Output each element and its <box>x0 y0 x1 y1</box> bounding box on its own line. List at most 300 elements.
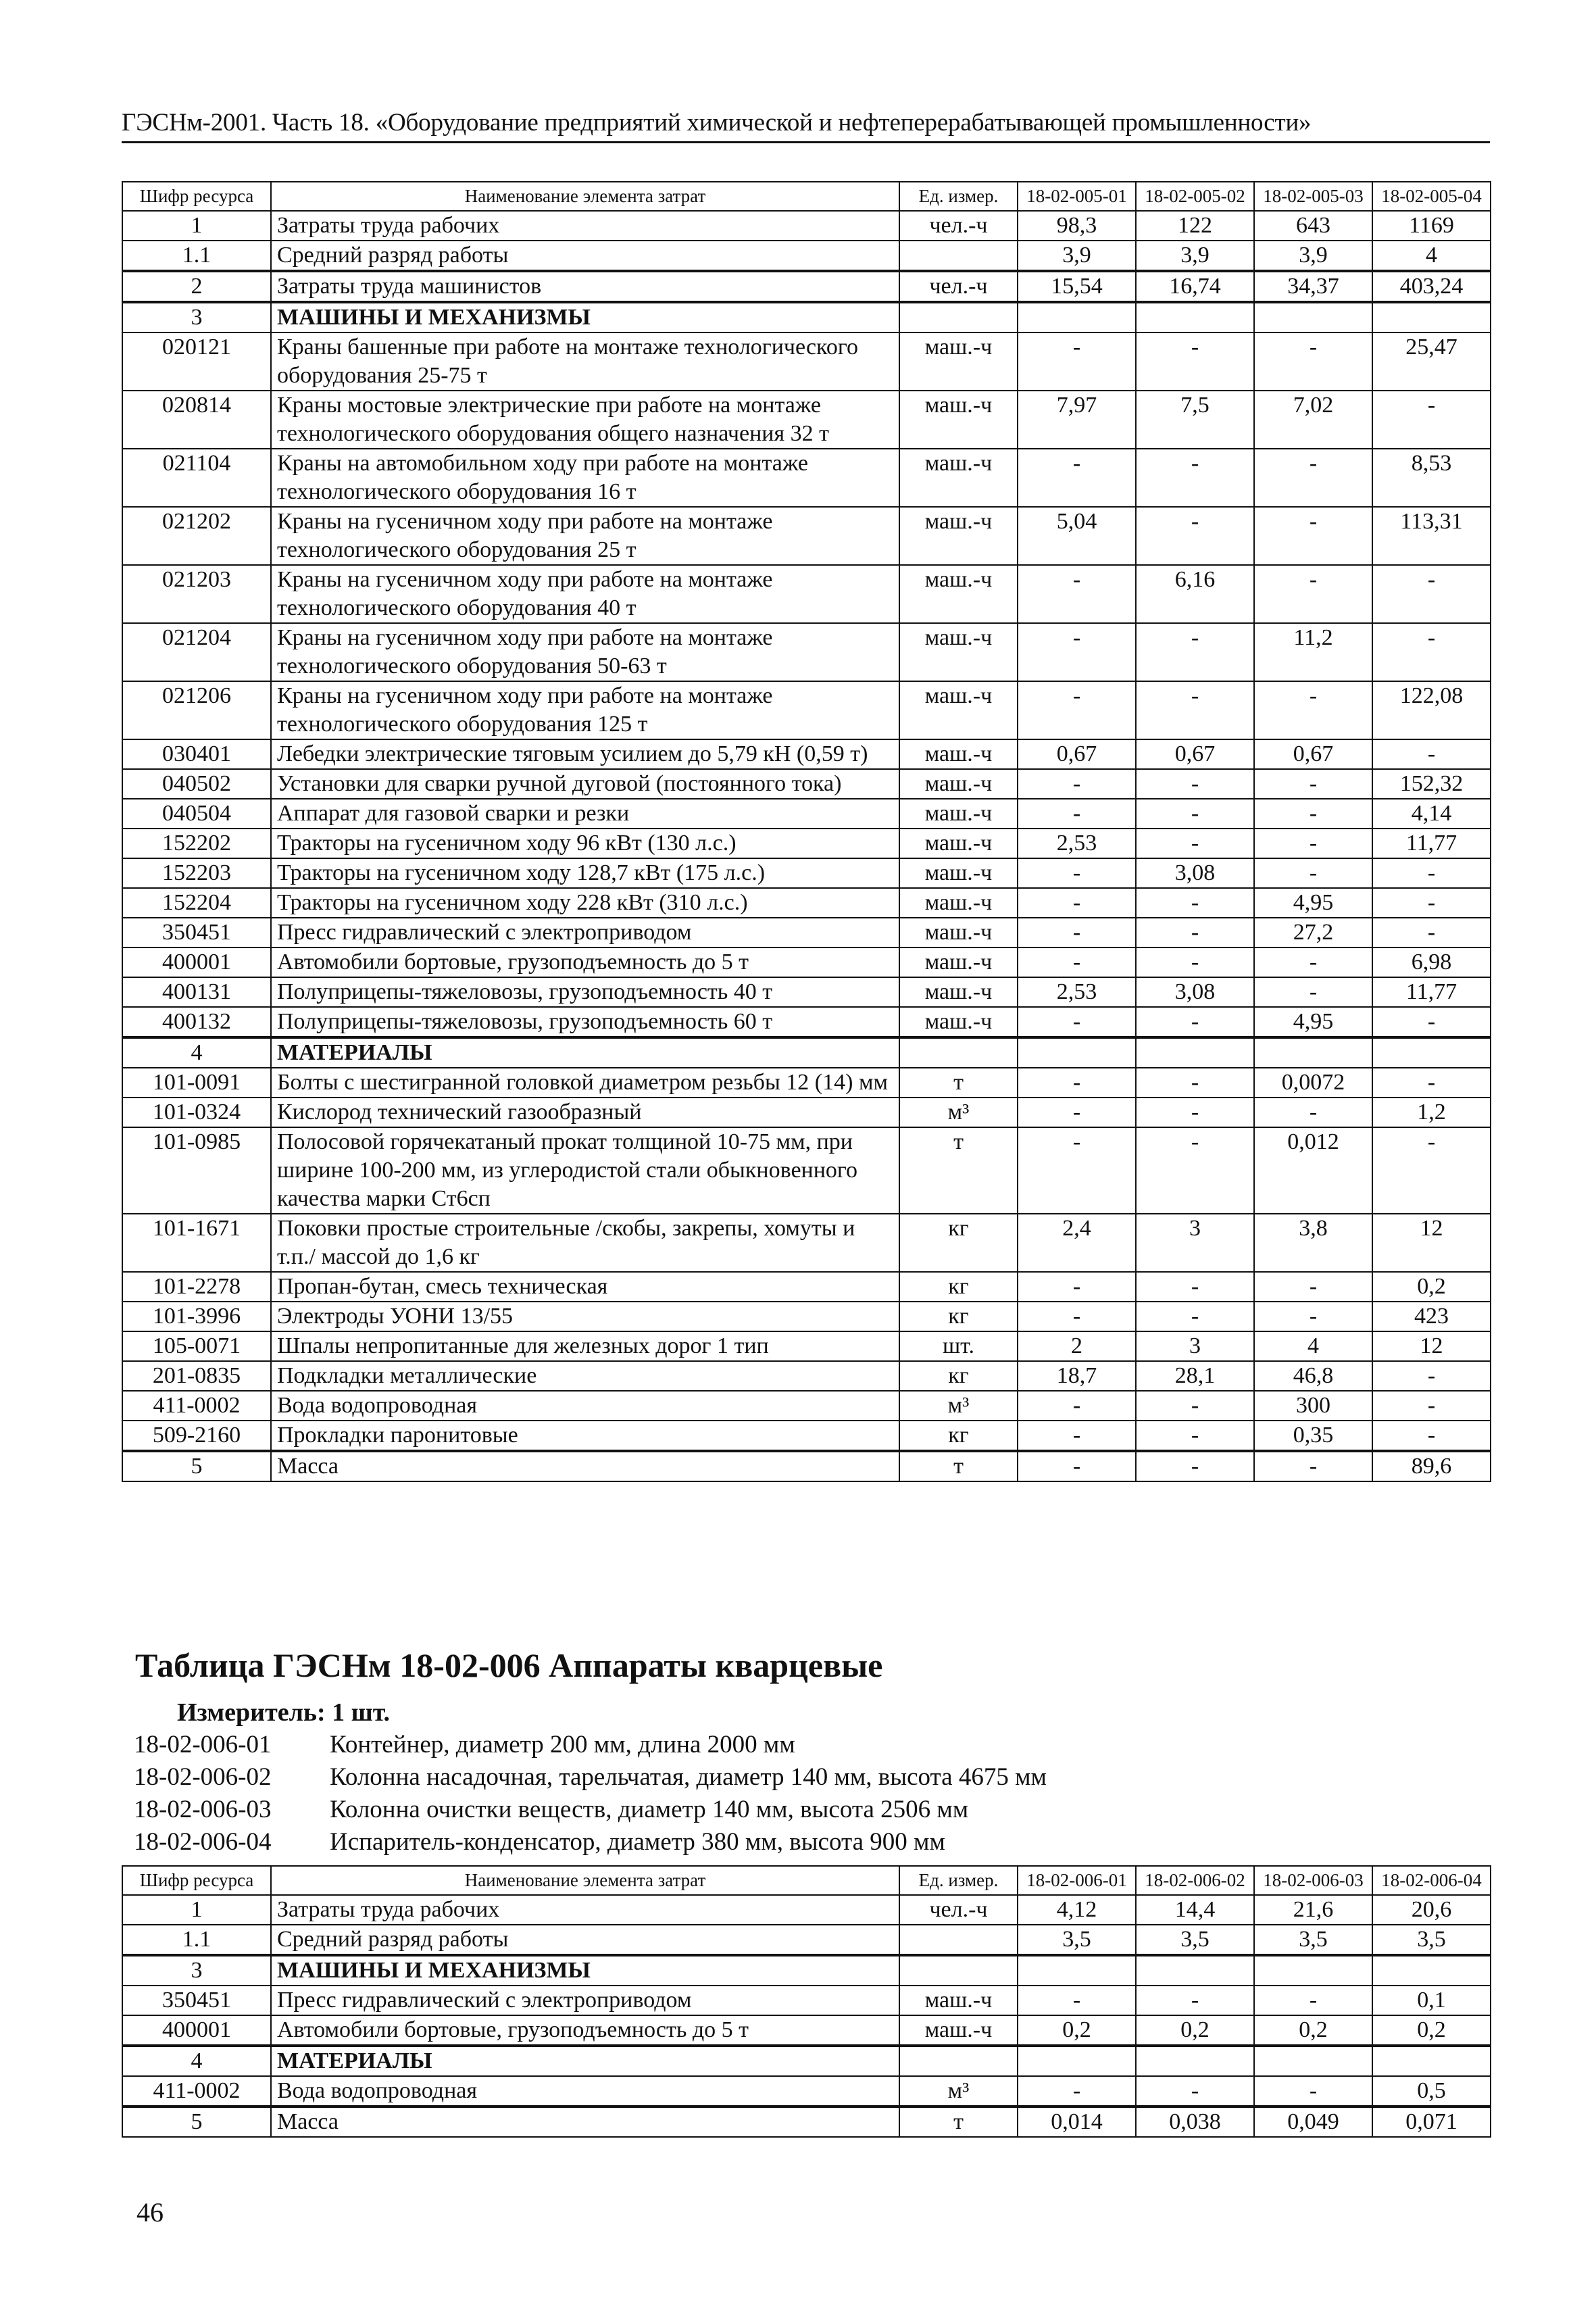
resource-code-cell: 101-0091 <box>122 1068 271 1098</box>
value-cell: - <box>1018 1986 1136 2015</box>
value-cell: 3 <box>1136 1214 1254 1272</box>
unit-cell: м³ <box>899 1098 1018 1127</box>
resource-code-cell: 1.1 <box>122 241 271 271</box>
table-row <box>122 1361 1491 1391</box>
value-cell: 11,2 <box>1254 623 1372 681</box>
resource-code-cell: 021202 <box>122 507 271 565</box>
value-cell: - <box>1136 829 1254 858</box>
resource-code-cell: 400132 <box>122 1007 271 1037</box>
resource-table-18-02-006 <box>122 1865 1491 2138</box>
col-header-variant: 18-02-005-01 <box>1018 182 1136 211</box>
table-row <box>122 1302 1491 1331</box>
value-cell: 34,37 <box>1254 271 1372 302</box>
unit-cell: маш.-ч <box>899 947 1018 977</box>
resource-name-cell: Краны на автомобильном ходу при работе на монтаже технологического оборудования 16 т <box>271 449 899 507</box>
variant-description <box>134 1761 1047 1794</box>
value-cell: 0,2 <box>1018 2015 1136 2046</box>
unit-cell: маш.-ч <box>899 739 1018 769</box>
resource-table-18-02-005 <box>122 181 1491 1482</box>
table-row <box>122 391 1491 449</box>
unit-cell: чел.-ч <box>899 271 1018 302</box>
unit-cell: м³ <box>899 2076 1018 2107</box>
value-cell: - <box>1136 1127 1254 1214</box>
resource-code-cell: 021206 <box>122 681 271 739</box>
value-cell: 0,014 <box>1018 2107 1136 2137</box>
value-cell: 0,5 <box>1372 2076 1491 2107</box>
value-cell: 4,12 <box>1018 1895 1136 1925</box>
page-header: ГЭСНм-2001. Часть 18. «Оборудование предприятий химической и нефтеперерабатывающей промышленности» <box>122 108 1490 143</box>
resource-name-cell: Пресс гидравлический с электроприводом <box>271 1986 899 2015</box>
resource-name-cell: Автомобили бортовые, грузоподъемность до 5 т <box>271 947 899 977</box>
value-cell: 20,6 <box>1372 1895 1491 1925</box>
table-row <box>122 918 1491 947</box>
value-cell: - <box>1372 1421 1491 1451</box>
value-cell: - <box>1136 799 1254 829</box>
variant-description <box>134 1729 1047 1761</box>
value-cell: 46,8 <box>1254 1361 1372 1391</box>
value-cell: - <box>1136 947 1254 977</box>
value-cell: 0,1 <box>1372 1986 1491 2015</box>
resource-name-cell: Полуприцепы-тяжеловозы, грузоподъемность 40 т <box>271 977 899 1007</box>
value-cell: 3,5 <box>1136 1925 1254 1955</box>
table-row <box>122 1391 1491 1421</box>
resource-code-cell: 2 <box>122 271 271 302</box>
table-row <box>122 858 1491 888</box>
value-cell: 152,32 <box>1372 769 1491 799</box>
value-cell: - <box>1018 1302 1136 1331</box>
unit-cell: кг <box>899 1361 1018 1391</box>
value-cell <box>1254 302 1372 333</box>
unit-cell: шт. <box>899 1331 1018 1361</box>
value-cell: 0,67 <box>1136 739 1254 769</box>
table-row <box>122 1925 1491 1955</box>
value-cell: - <box>1136 2076 1254 2107</box>
value-cell: - <box>1254 1272 1372 1302</box>
value-cell: - <box>1136 888 1254 918</box>
value-cell <box>1254 1037 1372 1068</box>
resource-code-cell: 101-2278 <box>122 1272 271 1302</box>
value-cell: - <box>1372 565 1491 623</box>
unit-cell: кг <box>899 1214 1018 1272</box>
value-cell: - <box>1136 1986 1254 2015</box>
resource-code-cell: 5 <box>122 1451 271 1481</box>
variant-text: Колонна очистки веществ, диаметр 140 мм, высота 2506 мм <box>330 1796 969 1823</box>
value-cell: - <box>1372 918 1491 947</box>
value-cell <box>1136 1037 1254 1068</box>
value-cell <box>1136 302 1254 333</box>
resource-name-cell: Кислород технический газообразный <box>271 1098 899 1127</box>
value-cell: 7,97 <box>1018 391 1136 449</box>
col-header-unit: Ед. измер. <box>899 182 1018 211</box>
value-cell: - <box>1254 449 1372 507</box>
resource-name-cell: МАШИНЫ И МЕХАНИЗМЫ <box>271 302 899 333</box>
resource-code-cell: 1 <box>122 1895 271 1925</box>
resource-name-cell: Краны на гусеничном ходу при работе на монтаже технологического оборудования 50-63 т <box>271 623 899 681</box>
value-cell: - <box>1018 333 1136 391</box>
value-cell: 2,4 <box>1018 1214 1136 1272</box>
value-cell: - <box>1372 623 1491 681</box>
table-row <box>122 333 1491 391</box>
resource-name-cell: Лебедки электрические тяговым усилием до 5,79 кН (0,59 т) <box>271 739 899 769</box>
value-cell: 3,9 <box>1136 241 1254 271</box>
resource-code-cell: 152204 <box>122 888 271 918</box>
value-cell: - <box>1018 918 1136 947</box>
unit-cell: маш.-ч <box>899 977 1018 1007</box>
value-cell: 4,14 <box>1372 799 1491 829</box>
table-row <box>122 1037 1491 1068</box>
value-cell: 11,77 <box>1372 977 1491 1007</box>
resource-code-cell: 4 <box>122 2046 271 2076</box>
unit-cell: кг <box>899 1272 1018 1302</box>
unit-cell: маш.-ч <box>899 829 1018 858</box>
value-cell <box>1018 302 1136 333</box>
value-cell <box>1018 1955 1136 1986</box>
table-row <box>122 241 1491 271</box>
resource-code-cell: 020121 <box>122 333 271 391</box>
value-cell: - <box>1372 739 1491 769</box>
resource-code-cell: 411-0002 <box>122 1391 271 1421</box>
value-cell: - <box>1254 1451 1372 1481</box>
unit-cell <box>899 241 1018 271</box>
unit-cell: т <box>899 1127 1018 1214</box>
table-row <box>122 1068 1491 1098</box>
resource-code-cell: 152202 <box>122 829 271 858</box>
value-cell: 18,7 <box>1018 1361 1136 1391</box>
resource-name-cell: Шпалы непропитанные для железных дорог 1 тип <box>271 1331 899 1361</box>
value-cell: 21,6 <box>1254 1895 1372 1925</box>
resource-code-cell: 350451 <box>122 918 271 947</box>
table-row <box>122 449 1491 507</box>
value-cell: 98,3 <box>1018 211 1136 241</box>
value-cell: 5,04 <box>1018 507 1136 565</box>
resource-name-cell: Прокладки паронитовые <box>271 1421 899 1451</box>
value-cell: 2,53 <box>1018 977 1136 1007</box>
unit-cell <box>899 1925 1018 1955</box>
value-cell: - <box>1018 1098 1136 1127</box>
value-cell: 0,0072 <box>1254 1068 1372 1098</box>
unit-cell <box>899 302 1018 333</box>
table-row <box>122 2076 1491 2107</box>
value-cell: - <box>1254 977 1372 1007</box>
resource-name-cell: Полосовой горячекатаный прокат толщиной 10-75 мм, при ширине 100-200 мм, из углеродистой стали обыкновенного качества марки Ст6сп <box>271 1127 899 1214</box>
value-cell: 8,53 <box>1372 449 1491 507</box>
value-cell: 15,54 <box>1018 271 1136 302</box>
value-cell: 3,9 <box>1018 241 1136 271</box>
value-cell: - <box>1254 2076 1372 2107</box>
unit-cell: м³ <box>899 1391 1018 1421</box>
value-cell: 0,2 <box>1372 2015 1491 2046</box>
value-cell: 4,95 <box>1254 1007 1372 1037</box>
value-cell: 16,74 <box>1136 271 1254 302</box>
unit-cell: т <box>899 2107 1018 2137</box>
table-row <box>122 211 1491 241</box>
col-header-code: Шифр ресурса <box>122 182 271 211</box>
unit-cell: маш.-ч <box>899 2015 1018 2046</box>
unit-cell: чел.-ч <box>899 1895 1018 1925</box>
value-cell: - <box>1372 888 1491 918</box>
variant-descriptions <box>134 1729 1047 1858</box>
value-cell: - <box>1136 1272 1254 1302</box>
value-cell <box>1254 1955 1372 1986</box>
table-row <box>122 1214 1491 1272</box>
col-header-variant: 18-02-006-02 <box>1136 1866 1254 1895</box>
value-cell: - <box>1018 769 1136 799</box>
unit-cell: маш.-ч <box>899 507 1018 565</box>
table-meter: Измеритель: 1 шт. <box>177 1698 391 1727</box>
resource-name-cell: МАТЕРИАЛЫ <box>271 2046 899 2076</box>
resource-name-cell: Краны на гусеничном ходу при работе на монтаже технологического оборудования 125 т <box>271 681 899 739</box>
value-cell: 3,08 <box>1136 977 1254 1007</box>
col-header-variant: 18-02-005-04 <box>1372 182 1491 211</box>
resource-name-cell: Болты с шестигранной головкой диаметром резьбы 12 (14) мм <box>271 1068 899 1098</box>
value-cell: - <box>1254 799 1372 829</box>
page-number: 46 <box>136 2197 164 2227</box>
table-row <box>122 302 1491 333</box>
table-row <box>122 739 1491 769</box>
value-cell: - <box>1018 1127 1136 1214</box>
resource-code-cell: 509-2160 <box>122 1421 271 1451</box>
value-cell: 1,2 <box>1372 1098 1491 1127</box>
value-cell <box>1254 2046 1372 2076</box>
value-cell: - <box>1254 565 1372 623</box>
unit-cell <box>899 1955 1018 1986</box>
value-cell: - <box>1254 769 1372 799</box>
resource-name-cell: Поковки простые строительные /скобы, закрепы, хомуты и т.п./ массой до 1,6 кг <box>271 1214 899 1272</box>
unit-cell: т <box>899 1451 1018 1481</box>
value-cell: - <box>1136 1098 1254 1127</box>
value-cell: - <box>1254 681 1372 739</box>
value-cell: - <box>1018 2076 1136 2107</box>
variant-text: Испаритель-конденсатор, диаметр 380 мм, высота 900 мм <box>330 1828 945 1856</box>
value-cell: 0,67 <box>1254 739 1372 769</box>
value-cell: - <box>1372 391 1491 449</box>
value-cell: 3,08 <box>1136 858 1254 888</box>
resource-code-cell: 350451 <box>122 1986 271 2015</box>
value-cell: - <box>1018 799 1136 829</box>
value-cell: 25,47 <box>1372 333 1491 391</box>
resource-name-cell: МАТЕРИАЛЫ <box>271 1037 899 1068</box>
unit-cell: маш.-ч <box>899 918 1018 947</box>
value-cell: 6,98 <box>1372 947 1491 977</box>
resource-code-cell: 021104 <box>122 449 271 507</box>
variant-description <box>134 1826 1047 1858</box>
value-cell: - <box>1254 333 1372 391</box>
value-cell: - <box>1254 1302 1372 1331</box>
value-cell <box>1136 1955 1254 1986</box>
resource-name-cell: Краны на гусеничном ходу при работе на монтаже технологического оборудования 25 т <box>271 507 899 565</box>
resource-name-cell: Тракторы на гусеничном ходу 128,7 кВт (175 л.с.) <box>271 858 899 888</box>
value-cell: 3 <box>1136 1331 1254 1361</box>
variant-description <box>134 1794 1047 1826</box>
table-title: Таблица ГЭСНм 18-02-006 Аппараты кварцевые <box>135 1646 883 1684</box>
resource-code-cell: 5 <box>122 2107 271 2137</box>
unit-cell: кг <box>899 1302 1018 1331</box>
value-cell: 89,6 <box>1372 1451 1491 1481</box>
value-cell: - <box>1136 1302 1254 1331</box>
value-cell: 3,8 <box>1254 1214 1372 1272</box>
unit-cell: маш.-ч <box>899 623 1018 681</box>
value-cell <box>1136 2046 1254 2076</box>
unit-cell: маш.-ч <box>899 391 1018 449</box>
resource-code-cell: 152203 <box>122 858 271 888</box>
value-cell: 643 <box>1254 211 1372 241</box>
value-cell: 0,012 <box>1254 1127 1372 1214</box>
value-cell: 0,67 <box>1018 739 1136 769</box>
resource-code-cell: 101-3996 <box>122 1302 271 1331</box>
unit-cell: маш.-ч <box>899 888 1018 918</box>
value-cell: - <box>1254 1986 1372 2015</box>
value-cell: - <box>1018 947 1136 977</box>
value-cell: 7,02 <box>1254 391 1372 449</box>
resource-name-cell: Аппарат для газовой сварки и резки <box>271 799 899 829</box>
value-cell: - <box>1136 1421 1254 1451</box>
resource-code-cell: 020814 <box>122 391 271 449</box>
value-cell: 4 <box>1254 1331 1372 1361</box>
table-row <box>122 769 1491 799</box>
resource-code-cell: 021204 <box>122 623 271 681</box>
value-cell: - <box>1018 888 1136 918</box>
resource-name-cell: Вода водопроводная <box>271 1391 899 1421</box>
resource-name-cell: Краны на гусеничном ходу при работе на монтаже технологического оборудования 40 т <box>271 565 899 623</box>
value-cell: 6,16 <box>1136 565 1254 623</box>
value-cell: 0,2 <box>1254 2015 1372 2046</box>
value-cell <box>1372 1955 1491 1986</box>
table-row <box>122 1098 1491 1127</box>
variant-code: 18-02-006-01 <box>134 1731 272 1758</box>
value-cell: - <box>1254 829 1372 858</box>
unit-cell: маш.-ч <box>899 858 1018 888</box>
resource-name-cell: Краны башенные при работе на монтаже технологического оборудования 25-75 т <box>271 333 899 391</box>
resource-name-cell: Автомобили бортовые, грузоподъемность до 5 т <box>271 2015 899 2046</box>
value-cell: 1169 <box>1372 211 1491 241</box>
resource-name-cell: Установки для сварки ручной дуговой (постоянного тока) <box>271 769 899 799</box>
value-cell: - <box>1018 565 1136 623</box>
value-cell: - <box>1136 1007 1254 1037</box>
value-cell <box>1372 2046 1491 2076</box>
table-row <box>122 1007 1491 1037</box>
unit-cell: т <box>899 1068 1018 1098</box>
unit-cell: маш.-ч <box>899 449 1018 507</box>
resource-code-cell: 101-1671 <box>122 1214 271 1272</box>
value-cell: 3,5 <box>1254 1925 1372 1955</box>
value-cell: 28,1 <box>1136 1361 1254 1391</box>
value-cell: - <box>1018 1068 1136 1098</box>
resource-name-cell: Средний разряд работы <box>271 1925 899 1955</box>
value-cell: - <box>1372 1068 1491 1098</box>
table-row <box>122 2046 1491 2076</box>
resource-code-cell: 105-0071 <box>122 1331 271 1361</box>
value-cell: - <box>1136 1391 1254 1421</box>
value-cell: - <box>1018 858 1136 888</box>
col-header-variant: 18-02-006-01 <box>1018 1866 1136 1895</box>
resource-name-cell: Подкладки металлические <box>271 1361 899 1391</box>
table-header-row <box>122 1866 1491 1895</box>
unit-cell <box>899 1037 1018 1068</box>
variant-text: Колонна насадочная, тарельчатая, диаметр 140 мм, высота 4675 мм <box>330 1763 1047 1791</box>
resource-code-cell: 3 <box>122 1955 271 1986</box>
resource-name-cell: МАШИНЫ И МЕХАНИЗМЫ <box>271 1955 899 1986</box>
value-cell: - <box>1018 449 1136 507</box>
value-cell: - <box>1136 623 1254 681</box>
unit-cell: маш.-ч <box>899 1986 1018 2015</box>
resource-name-cell: Электроды УОНИ 13/55 <box>271 1302 899 1331</box>
resource-name-cell: Затраты труда машинистов <box>271 271 899 302</box>
table-row <box>122 507 1491 565</box>
resource-name-cell: Затраты труда рабочих <box>271 1895 899 1925</box>
resource-code-cell: 040504 <box>122 799 271 829</box>
value-cell: 423 <box>1372 1302 1491 1331</box>
value-cell: - <box>1136 507 1254 565</box>
value-cell: - <box>1372 1391 1491 1421</box>
resource-name-cell: Средний разряд работы <box>271 241 899 271</box>
unit-cell: маш.-ч <box>899 681 1018 739</box>
value-cell: - <box>1254 858 1372 888</box>
value-cell: - <box>1018 1007 1136 1037</box>
unit-cell: маш.-ч <box>899 799 1018 829</box>
value-cell: - <box>1018 681 1136 739</box>
col-header-code: Шифр ресурса <box>122 1866 271 1895</box>
table-row <box>122 888 1491 918</box>
value-cell: 2,53 <box>1018 829 1136 858</box>
unit-cell: чел.-ч <box>899 211 1018 241</box>
value-cell: 2 <box>1018 1331 1136 1361</box>
resource-name-cell: Вода водопроводная <box>271 2076 899 2107</box>
resource-name-cell: Масса <box>271 2107 899 2137</box>
value-cell: 0,049 <box>1254 2107 1372 2137</box>
value-cell: - <box>1136 1068 1254 1098</box>
value-cell: 0,038 <box>1136 2107 1254 2137</box>
table-row <box>122 977 1491 1007</box>
col-header-unit: Ед. измер. <box>899 1866 1018 1895</box>
value-cell: 122,08 <box>1372 681 1491 739</box>
table-row <box>122 1421 1491 1451</box>
resource-code-cell: 101-0985 <box>122 1127 271 1214</box>
table-row <box>122 947 1491 977</box>
table-row <box>122 681 1491 739</box>
resource-name-cell: Масса <box>271 1451 899 1481</box>
resource-code-cell: 201-0835 <box>122 1361 271 1391</box>
col-header-variant: 18-02-006-03 <box>1254 1866 1372 1895</box>
resource-name-cell: Пресс гидравлический с электроприводом <box>271 918 899 947</box>
table-row <box>122 271 1491 302</box>
table-row <box>122 1272 1491 1302</box>
table-row <box>122 1895 1491 1925</box>
value-cell: - <box>1018 623 1136 681</box>
resource-code-cell: 3 <box>122 302 271 333</box>
resource-name-cell: Полуприцепы-тяжеловозы, грузоподъемность 60 т <box>271 1007 899 1037</box>
resource-code-cell: 400001 <box>122 947 271 977</box>
value-cell: 3,9 <box>1254 241 1372 271</box>
resource-code-cell: 040502 <box>122 769 271 799</box>
table-header-row <box>122 182 1491 211</box>
variant-code: 18-02-006-04 <box>134 1828 272 1856</box>
value-cell: - <box>1372 1361 1491 1391</box>
value-cell <box>1372 302 1491 333</box>
value-cell: 7,5 <box>1136 391 1254 449</box>
value-cell: - <box>1372 858 1491 888</box>
resource-name-cell: Затраты труда рабочих <box>271 211 899 241</box>
table-row <box>122 2015 1491 2046</box>
value-cell: 122 <box>1136 211 1254 241</box>
value-cell: 4,95 <box>1254 888 1372 918</box>
resource-code-cell: 1 <box>122 211 271 241</box>
resource-code-cell: 400131 <box>122 977 271 1007</box>
value-cell: - <box>1372 1127 1491 1214</box>
value-cell: - <box>1018 1421 1136 1451</box>
value-cell: - <box>1136 333 1254 391</box>
value-cell: 12 <box>1372 1331 1491 1361</box>
value-cell: - <box>1254 507 1372 565</box>
